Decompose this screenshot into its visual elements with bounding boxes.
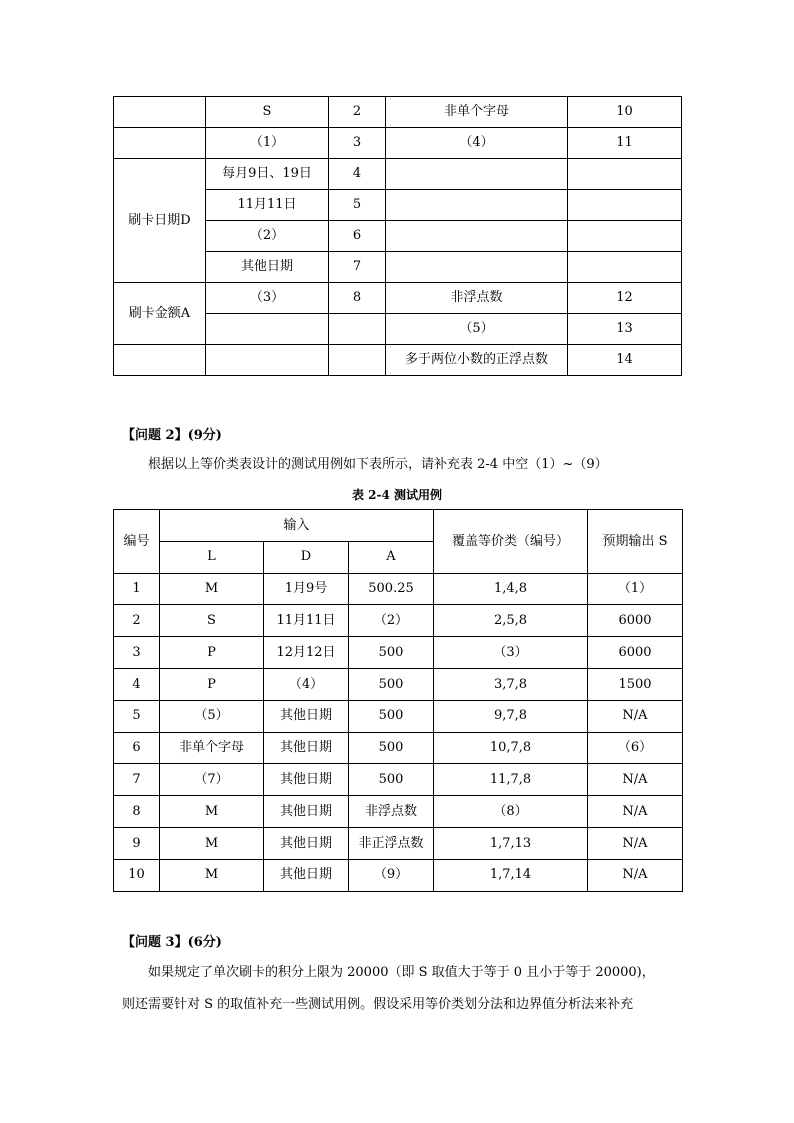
l-cell: M [160, 827, 264, 859]
d-cell: 其他日期 [264, 732, 349, 764]
category-cell [114, 128, 206, 159]
coverage-cell: 1,7,14 [434, 859, 588, 891]
id-cell: 4 [114, 668, 160, 700]
table-row [114, 159, 682, 190]
a-cell: 500 [349, 764, 434, 796]
table-row [114, 573, 683, 605]
l-cell: （5） [160, 700, 264, 732]
invalid-class-cell [386, 221, 568, 252]
output-cell: N/A [588, 796, 683, 828]
invalid-id-cell [568, 159, 682, 190]
d-cell: 其他日期 [264, 700, 349, 732]
l-cell: S [160, 605, 264, 637]
valid-class-cell: S [206, 97, 329, 128]
question-2-heading: 【问题 2】(9分) [122, 428, 222, 443]
coverage-cell: 1,4,8 [434, 573, 588, 605]
d-cell: 其他日期 [264, 827, 349, 859]
invalid-class-cell [386, 252, 568, 283]
valid-class-cell: 11月11日 [206, 190, 329, 221]
d-cell: 其他日期 [264, 859, 349, 891]
valid-id-cell [329, 345, 386, 376]
valid-class-cell: 其他日期 [206, 252, 329, 283]
valid-class-cell [206, 314, 329, 345]
table-row [114, 827, 683, 859]
invalid-id-cell [568, 252, 682, 283]
table-row [114, 283, 682, 314]
id-cell: 7 [114, 764, 160, 796]
output-cell: 1500 [588, 668, 683, 700]
invalid-id-cell [568, 190, 682, 221]
valid-id-cell: 3 [329, 128, 386, 159]
coverage-cell: （3） [434, 637, 588, 669]
a-cell: 非浮点数 [349, 796, 434, 828]
l-cell: P [160, 637, 264, 669]
category-cell [114, 97, 206, 128]
coverage-cell: 10,7,8 [434, 732, 588, 764]
table-caption: 表 2-4 测试用例 [351, 488, 443, 502]
valid-class-cell: （3） [206, 283, 329, 314]
l-cell: 非单个字母 [160, 732, 264, 764]
coverage-cell: 9,7,8 [434, 700, 588, 732]
valid-id-cell: 6 [329, 221, 386, 252]
id-cell: 3 [114, 637, 160, 669]
table-row [114, 668, 683, 700]
table-row [114, 605, 683, 637]
category-cell [114, 345, 206, 376]
invalid-id-cell [568, 221, 682, 252]
invalid-id-cell: 12 [568, 283, 682, 314]
valid-class-cell: （1） [206, 128, 329, 159]
a-cell: （2） [349, 605, 434, 637]
valid-id-cell: 7 [329, 252, 386, 283]
question-2-text: 根据以上等价类表设计的测试用例如下表所示，请补充表 2-4 中空（1）~（9） [148, 457, 608, 472]
question-3-heading: 【问题 3】(6分) [122, 935, 222, 950]
id-cell: 5 [114, 700, 160, 732]
valid-id-cell [329, 314, 386, 345]
invalid-id-cell: 13 [568, 314, 682, 345]
a-cell: 500 [349, 732, 434, 764]
id-cell: 6 [114, 732, 160, 764]
table-row [114, 97, 682, 128]
coverage-cell: 3,7,8 [434, 668, 588, 700]
table-row [114, 796, 683, 828]
a-cell: 500 [349, 637, 434, 669]
a-cell: 500.25 [349, 573, 434, 605]
invalid-class-cell [386, 159, 568, 190]
d-cell: 12月12日 [264, 637, 349, 669]
output-cell: （1） [588, 573, 683, 605]
invalid-id-cell: 11 [568, 128, 682, 159]
coverage-cell: 1,7,13 [434, 827, 588, 859]
header-D: D [264, 541, 349, 573]
l-cell: P [160, 668, 264, 700]
output-cell: N/A [588, 764, 683, 796]
equivalence-class-table [113, 96, 682, 376]
id-cell: 10 [114, 859, 160, 891]
d-cell: 其他日期 [264, 764, 349, 796]
table-row [114, 637, 683, 669]
header-output: 预期输出 S [588, 510, 683, 574]
a-cell: 非正浮点数 [349, 827, 434, 859]
l-cell: M [160, 859, 264, 891]
id-cell: 8 [114, 796, 160, 828]
coverage-cell: 2,5,8 [434, 605, 588, 637]
id-cell: 1 [114, 573, 160, 605]
table-row [114, 345, 682, 376]
invalid-class-cell [386, 190, 568, 221]
output-cell: 6000 [588, 637, 683, 669]
category-cell: 刷卡日期D [114, 159, 206, 283]
l-cell: M [160, 573, 264, 605]
category-cell: 刷卡金额A [114, 283, 206, 345]
invalid-class-cell: 非单个字母 [386, 97, 568, 128]
l-cell: （7） [160, 764, 264, 796]
invalid-class-cell: （4） [386, 128, 568, 159]
header-input: 输入 [160, 510, 434, 542]
header-L: L [160, 541, 264, 573]
d-cell: （4） [264, 668, 349, 700]
invalid-class-cell: 非浮点数 [386, 283, 568, 314]
id-cell: 9 [114, 827, 160, 859]
valid-class-cell: （2） [206, 221, 329, 252]
coverage-cell: （8） [434, 796, 588, 828]
invalid-id-cell: 14 [568, 345, 682, 376]
test-case-table [113, 509, 683, 892]
output-cell: 6000 [588, 605, 683, 637]
header-coverage: 覆盖等价类（编号） [434, 510, 588, 574]
table-row [114, 700, 683, 732]
invalid-class-cell: 多于两位小数的正浮点数 [386, 345, 568, 376]
valid-id-cell: 8 [329, 283, 386, 314]
invalid-id-cell: 10 [568, 97, 682, 128]
d-cell: 1月9号 [264, 573, 349, 605]
valid-id-cell: 2 [329, 97, 386, 128]
id-cell: 2 [114, 605, 160, 637]
header-id: 编号 [114, 510, 160, 574]
table-row [114, 764, 683, 796]
a-cell: （9） [349, 859, 434, 891]
valid-id-cell: 4 [329, 159, 386, 190]
d-cell: 11月11日 [264, 605, 349, 637]
l-cell: M [160, 796, 264, 828]
table-row [114, 859, 683, 891]
table-row [114, 732, 683, 764]
output-cell: （6） [588, 732, 683, 764]
valid-id-cell: 5 [329, 190, 386, 221]
valid-class-cell: 每月9日、19日 [206, 159, 329, 190]
a-cell: 500 [349, 700, 434, 732]
table-row [114, 128, 682, 159]
output-cell: N/A [588, 700, 683, 732]
d-cell: 其他日期 [264, 796, 349, 828]
coverage-cell: 11,7,8 [434, 764, 588, 796]
output-cell: N/A [588, 859, 683, 891]
question-3-line-1: 如果规定了单次刷卡的积分上限为 20000（即 S 取值大于等于 0 且小于等于 20000)， [148, 965, 655, 980]
header-A: A [349, 541, 434, 573]
invalid-class-cell: （5） [386, 314, 568, 345]
a-cell: 500 [349, 668, 434, 700]
valid-class-cell [206, 345, 329, 376]
question-3-line-2: 则还需要针对 S 的取值补充一些测试用例。假设采用等价类划分法和边界值分析法来补充 [122, 997, 634, 1012]
output-cell: N/A [588, 827, 683, 859]
table-header-row [114, 510, 683, 542]
